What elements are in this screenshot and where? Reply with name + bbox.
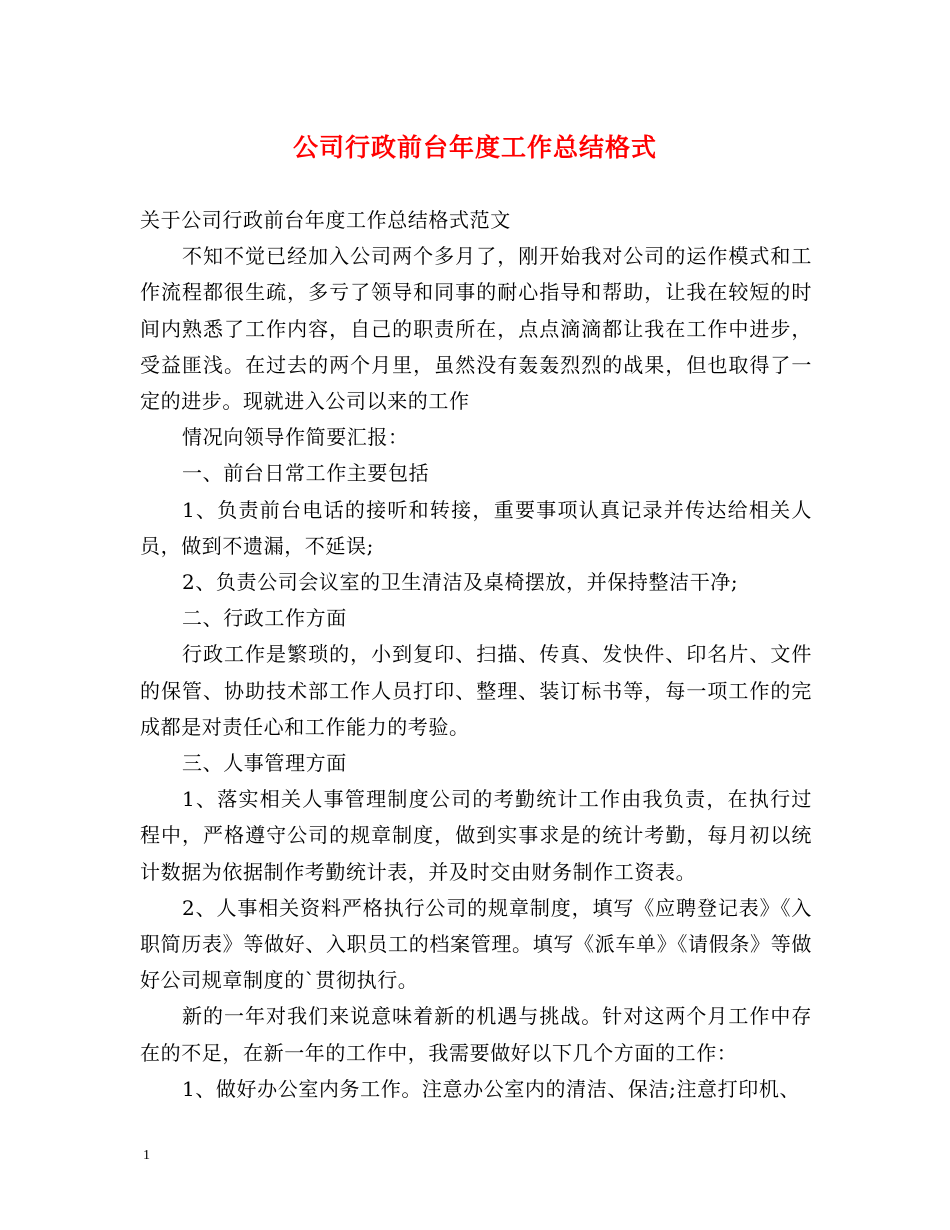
section-heading-personnel: 三、人事管理方面 [182,751,347,776]
paragraph-personnel-item-1: 1、落实相关人事管理制度公司的考勤统计工作由我负责，在执行过程中，严格遵守公司的规章制度，做到实事求是的统计考勤，每月初以统计数据为依据制作考勤统计表，并及时交由财务制作工资表。 [140,787,812,884]
paragraph-front-desk-item-1: 1、负责前台电话的接听和转接，重要事项认真记录并传达给相关人员，做到不遗漏，不延误; [140,497,812,558]
document-body [140,202,812,1107]
page-number: 1 [143,1148,150,1163]
paragraph-front-desk-item-2: 2、负责公司会议室的卫生清洁及桌椅摆放，并保持整洁干净; [182,570,739,595]
paragraph-administration: 行政工作是繁琐的，小到复印、扫描、传真、发快件、印名片、文件的保管、协助技术部工作人员打印、整理、装订标书等，每一项工作的完成都是对责任心和工作能力的考验。 [140,642,812,739]
paragraph-plan-item-1: 1、做好办公室内务工作。注意办公室内的清洁、保洁;注意打印机、 [182,1076,801,1101]
section-heading-administration: 二、行政工作方面 [182,606,347,631]
paragraph-personnel-item-2: 2、人事相关资料严格执行公司的规章制度，填写《应聘登记表》《入职简历表》等做好、入职员工的档案管理。填写《派车单》《请假条》等做好公司规章制度的`贯彻执行。 [140,895,812,993]
section-heading-front-desk: 一、前台日常工作主要包括 [182,461,430,486]
document-subtitle: 关于公司行政前台年度工作总结格式范文 [140,208,511,232]
paragraph-intro: 不知不觉已经加入公司两个多月了，刚开始我对公司的运作模式和工作流程都很生疏，多亏了领导和同事的耐心指导和帮助，让我在较短的时间内熟悉了工作内容，自己的职责所在，点点滴滴都让我在工作中进步，受益匪浅。在过去的两个月里，虽然没有轰轰烈烈的战果，但也取得了一定的进步。现就进入公司以来的工作 [140,244,812,414]
paragraph-report-lead: 情况向领导作简要汇报： [182,425,409,450]
paragraph-new-year: 新的一年对我们来说意味着新的机遇与挑战。针对这两个月工作中存在的不足，在新一年的工作中，我需要做好以下几个方面的工作： [140,1004,812,1065]
document-title: 公司行政前台年度工作总结格式 [292,133,657,162]
